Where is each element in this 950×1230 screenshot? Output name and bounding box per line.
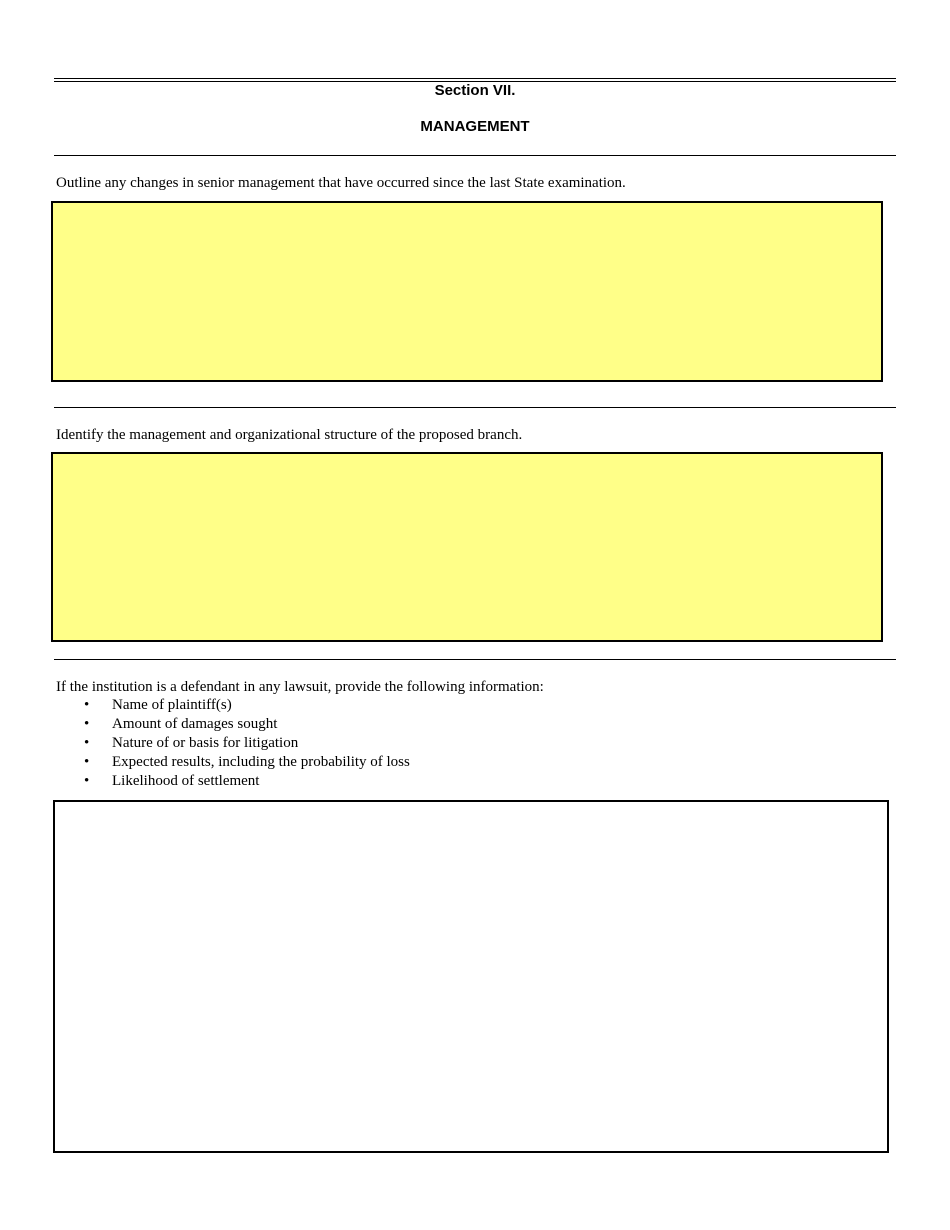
bullet-icon: • — [84, 716, 90, 732]
divider — [54, 407, 896, 408]
question-1-prompt: Outline any changes in senior management that have occurred since the last State examination. — [56, 175, 626, 191]
senior-management-changes-field[interactable] — [51, 201, 883, 382]
bullet-icon: • — [84, 773, 90, 789]
list-item: • Name of plaintiff(s) — [84, 697, 232, 713]
organizational-structure-field[interactable] — [51, 452, 883, 642]
question-3-prompt: If the institution is a defendant in any lawsuit, provide the following information: — [56, 679, 544, 695]
divider — [54, 659, 896, 660]
lawsuit-info-field[interactable] — [53, 800, 889, 1153]
divider — [54, 155, 896, 156]
bullet-icon: • — [84, 735, 90, 751]
bullet-icon: • — [84, 754, 90, 770]
list-item: • Nature of or basis for litigation — [84, 735, 299, 751]
list-item: • Likelihood of settlement — [84, 773, 260, 789]
lawsuit-info-list — [56, 696, 410, 791]
section-title: MANAGEMENT — [420, 118, 530, 135]
list-item: • Amount of damages sought — [84, 716, 278, 732]
question-2-prompt: Identify the management and organizational structure of the proposed branch. — [56, 427, 523, 443]
bullet-icon: • — [84, 697, 90, 713]
section-label: Section VII. — [434, 82, 516, 99]
list-item: • Expected results, including the probability of loss — [84, 754, 410, 770]
